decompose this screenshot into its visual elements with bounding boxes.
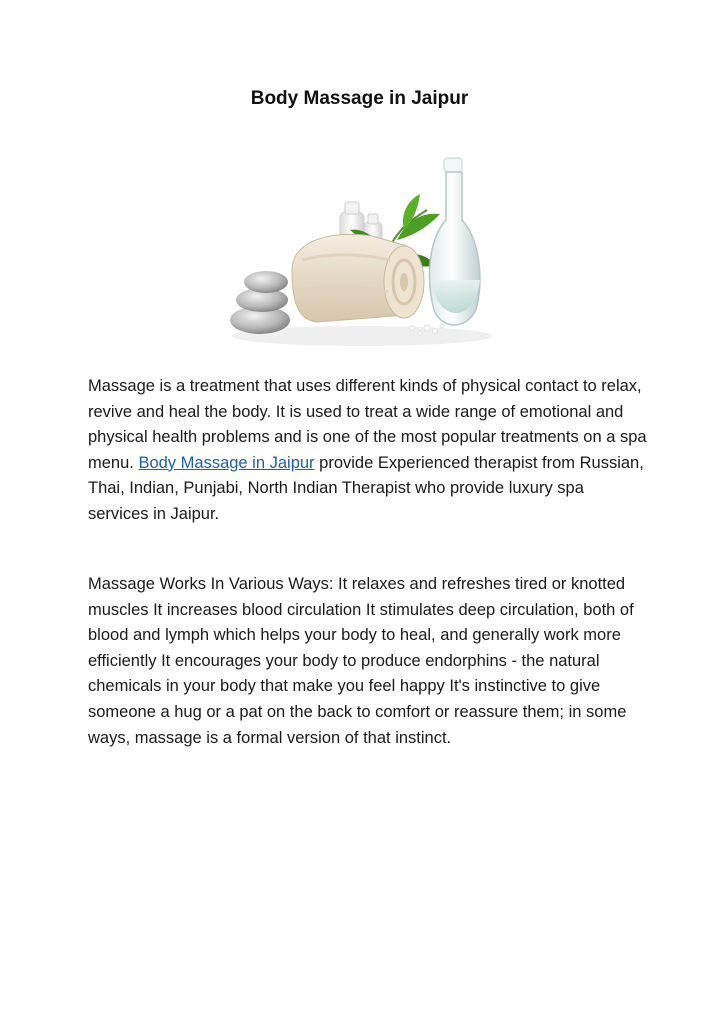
spa-hero-image: [222, 150, 497, 350]
towel-icon: [292, 234, 424, 322]
spa-illustration: [222, 150, 497, 350]
benefits-paragraph: Massage Works In Various Ways: It relaxes and refreshes tired or knotted muscles It increases blood circulation It stimulates deep circulation, both of blood and lymph which helps your body to heal, and generally work more efficiently It encourages your body to produce endorphins - the natural chemicals in your body that make you feel happy It's instinctive to give someone a hug or a pat on the back to comfort or reassure them; in some ways, massage is a formal version of that instinct.: [88, 575, 634, 747]
body-massage-jaipur-link[interactable]: Body Massage in Jaipur: [138, 453, 315, 472]
glass-carafe-icon: [430, 158, 480, 325]
intro-text-after-link: provide Experienced therapist from Russian, Thai, Indian, Punjabi, North Indian Therapist who provide luxury spa services in Jaipur.: [88, 453, 644, 523]
intro-paragraph: [88, 374, 648, 528]
page-title: Body Massage in Jaipur: [250, 88, 469, 109]
intro-text-before-link: Massage is a treatment that uses different kinds of physical contact to relax, revive and heal the body. It is used to treat a wide range of emotional and physical health problems and is one of the most popular treatments on a spa menu.: [88, 377, 647, 472]
massage-stone-icon: [230, 271, 290, 334]
